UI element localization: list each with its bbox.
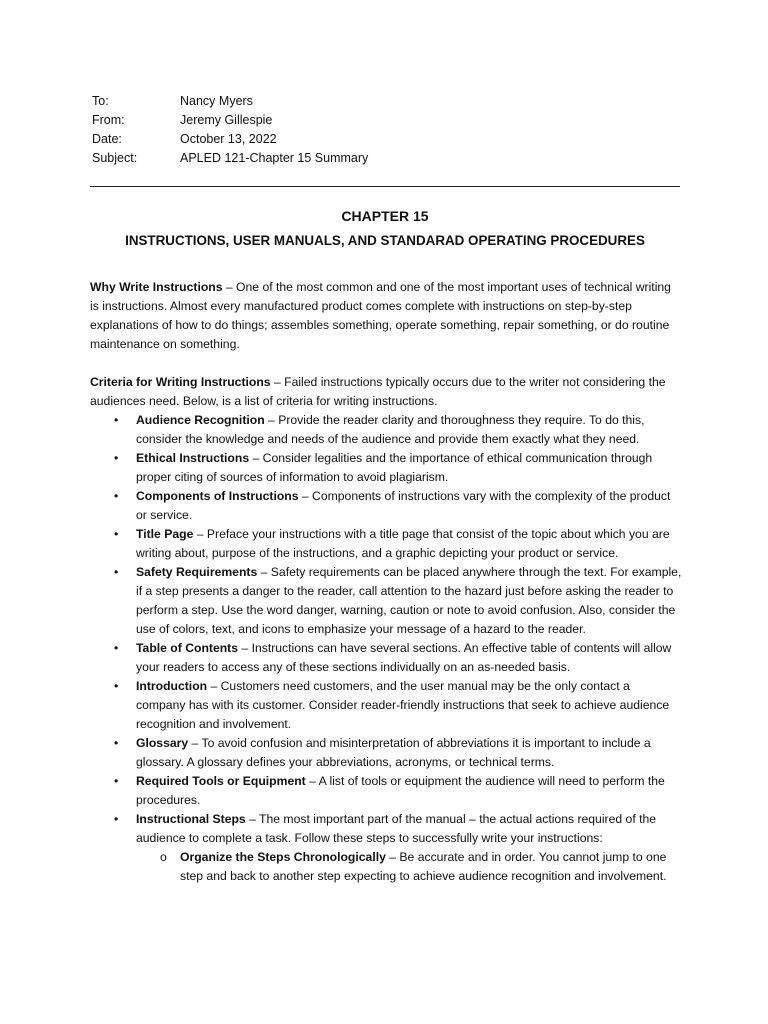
list-item <box>90 563 682 639</box>
list-item-text: – Components of instructions vary with the complexity of the product or service. <box>136 489 671 522</box>
bullet-icon: • <box>114 812 119 826</box>
bullet-icon: • <box>114 527 119 541</box>
list-item-text: – Customers need customers, and the user manual may be the only contact a company has with its customer. Consider reader-friendly instructions that seek to achieve audience recognition and involvement. <box>136 679 670 731</box>
memo-from-label: From: <box>92 113 125 127</box>
list-item-text: – Instructions can have several sections. An effective table of contents will allow your readers to access any of these sections individually on an as-needed basis. <box>136 641 672 674</box>
list-item <box>90 487 682 525</box>
bullet-icon: • <box>114 565 119 579</box>
memo-subject-label: Subject: <box>92 151 138 165</box>
list-item <box>90 677 682 734</box>
list-item-term: Ethical Instructions <box>136 451 250 465</box>
memo-subject-row <box>92 149 368 168</box>
list-item-text: – Consider legalities and the importance of ethical communication through proper citing of sources of information to avoid plagiarism. <box>136 451 653 484</box>
memo-date-row <box>92 130 368 149</box>
list-item <box>90 449 682 487</box>
bullet-icon: • <box>114 413 119 427</box>
list-item-text: – To avoid confusion and misinterpretation of abbreviations it is important to include a glossary. A glossary defines your abbreviations, acronyms, or technical terms. <box>136 736 651 769</box>
memo-header <box>92 92 368 168</box>
list-item <box>90 810 682 886</box>
bullet-icon: • <box>114 774 119 788</box>
memo-from-row <box>92 111 368 130</box>
bullet-icon: • <box>114 451 119 465</box>
list-item-text: – A list of tools or equipment the audience will need to perform the procedures. <box>136 774 665 807</box>
header-divider <box>90 186 680 187</box>
why-term: Why Write Instructions <box>90 280 223 294</box>
sub-list-item-term: Organize the Steps Chronologically <box>180 850 386 864</box>
why-text: – One of the most common and one of the most important uses of technical writing is instructions. Almost every manufactured product comes complete with instructions on step-by-step explanations of how to do things; assembles something, operate something, repair something, or do routine maintenance on something. <box>90 280 671 351</box>
list-item <box>90 639 682 677</box>
list-item-term: Components of Instructions <box>136 489 299 503</box>
list-item-term: Table of Contents <box>136 641 239 655</box>
list-item <box>90 734 682 772</box>
list-item-term: Instructional Steps <box>136 812 246 826</box>
chapter-subtitle: INSTRUCTIONS, USER MANUALS, AND STANDARAD OPERATING PROCEDURES <box>125 233 645 248</box>
list-item <box>90 772 682 810</box>
memo-from-value: Jeremy Gillespie <box>180 113 273 127</box>
list-item-text: – The most important part of the manual – the actual actions required of the audience to complete a task. Follow these steps to successfully write your instructions: <box>136 812 657 845</box>
chapter-title: CHAPTER 15 <box>341 208 429 224</box>
memo-to-label: To: <box>92 94 109 108</box>
list-item-term: Introduction <box>136 679 208 693</box>
list-item <box>90 411 682 449</box>
instructional-steps-sublist <box>136 848 682 886</box>
list-item-text: – Safety requirements can be placed anywhere through the text. For example, if a step presents a danger to the reader, call attention to the hazard just before asking the reader to perform a step. Use the word danger, warning, caution or note to avoid confusion. Also, consider the use of colors, text, and icons to emphasize your message of a hazard to the reader. <box>136 565 682 636</box>
list-item-term: Safety Requirements <box>136 565 258 579</box>
list-item-text: – Provide the reader clarity and thoroughness they require. To do this, consider the knowledge and needs of the audience and provide them exactly what they need. <box>136 413 645 446</box>
list-item <box>90 525 682 563</box>
memo-date-value: October 13, 2022 <box>180 132 277 146</box>
bullet-icon: • <box>114 641 119 655</box>
memo-subject-value: APLED 121-Chapter 15 Summary <box>180 151 369 165</box>
document-body <box>90 278 682 886</box>
list-item-term: Glossary <box>136 736 189 750</box>
memo-date-label: Date: <box>92 132 122 146</box>
memo-to-row <box>92 92 368 111</box>
sub-bullet-icon: o <box>160 850 167 864</box>
why-paragraph <box>90 278 682 354</box>
sub-list-item-text: – Be accurate and in order. You cannot jump to one step and back to another step expecting to achieve audience recognition and involvement. <box>180 850 667 883</box>
criteria-list <box>90 411 682 886</box>
bullet-icon: • <box>114 679 119 693</box>
criteria-text: – Failed instructions typically occurs due to the writer not considering the audiences need. Below, is a list of criteria for writing instructions. <box>90 375 666 408</box>
bullet-icon: • <box>114 489 119 503</box>
criteria-term: Criteria for Writing Instructions <box>90 375 271 389</box>
memo-to-value: Nancy Myers <box>180 94 253 108</box>
sub-list-item <box>90 848 682 886</box>
bullet-icon: • <box>114 736 119 750</box>
list-item-term: Title Page <box>136 527 194 541</box>
list-item-term: Required Tools or Equipment <box>136 774 306 788</box>
criteria-paragraph <box>90 373 682 411</box>
list-item-term: Audience Recognition <box>136 413 265 427</box>
list-item-text: – Preface your instructions with a title page that consist of the topic about which you are writing about, purpose of the instructions, and a graphic depicting your product or service. <box>136 527 670 560</box>
